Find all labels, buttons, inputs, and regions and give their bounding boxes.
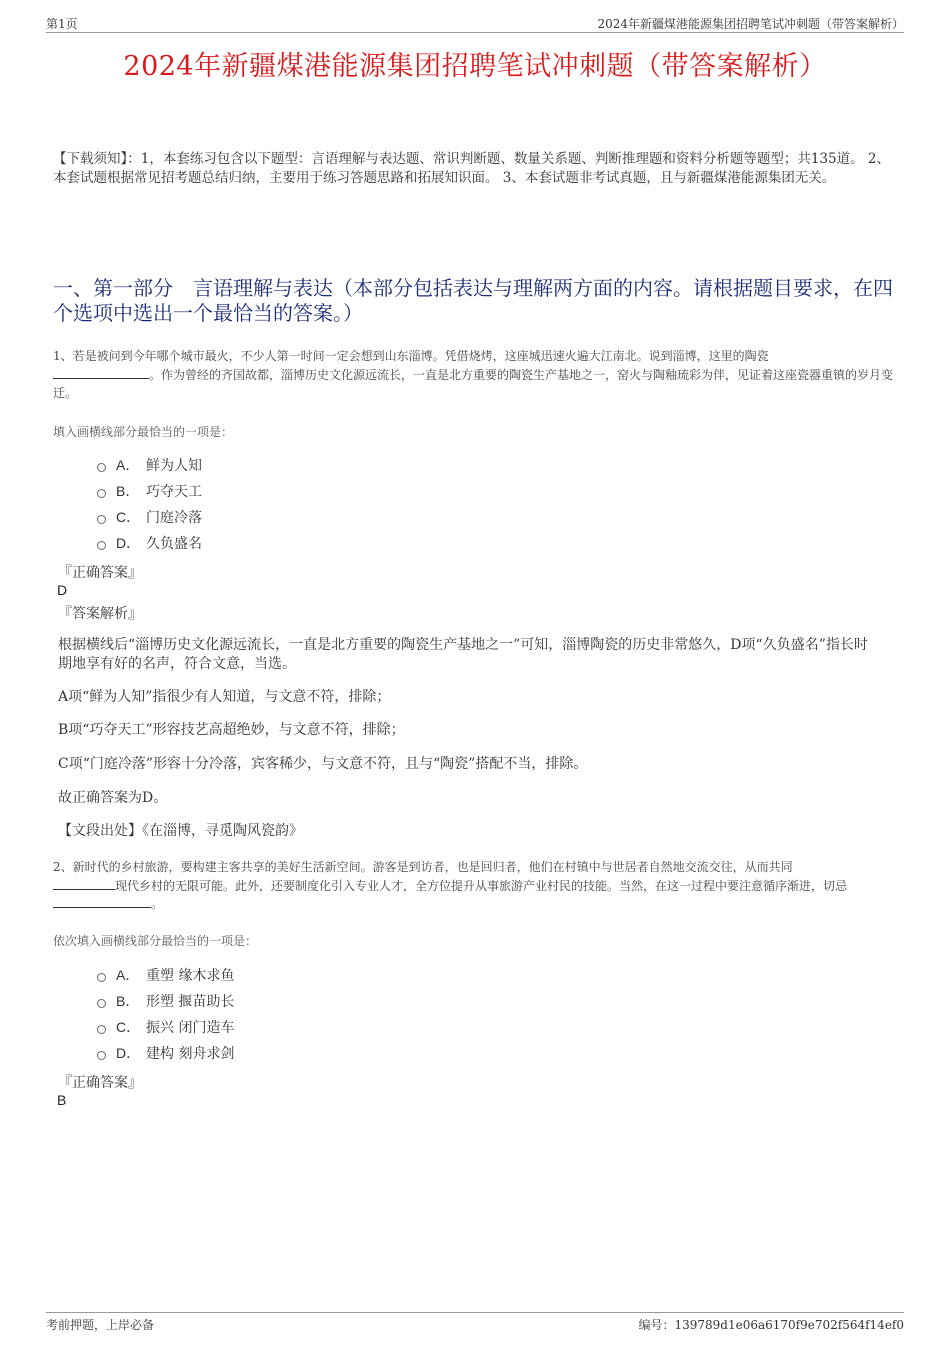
option-c[interactable]: C． 振兴 闭门造车 [97,1014,234,1040]
radio-icon[interactable] [97,515,106,524]
radio-icon[interactable] [97,1025,106,1034]
analysis-paragraph: B项“巧夺天工”形容技艺高超绝妙，与文意不符，排除； [58,722,405,738]
question-1-blank [53,366,149,379]
page-footer [46,1312,904,1333]
question-2-text-a: 2、新时代的乡村旅游，要构建主客共享的美好生活新空间。游客是到访者，也是回归者，他们在村镇中与世居者自然地交流交往，从而共同 [53,860,793,874]
option-b[interactable]: B． 形塑 揠苗助长 [97,988,234,1014]
footer-slogan: 考前押题，上岸必备 [46,1318,155,1332]
radio-icon[interactable] [97,489,106,498]
option-a[interactable]: A． 鲜为人知 [97,452,202,478]
question-2-options [97,962,234,1066]
question-1-answer: D [57,582,68,598]
page-number: 第1页 [46,17,78,31]
analysis-paragraph: 根据横线后“淄博历史文化源远流长，一直是北方重要的陶瓷生产基地之一”可知，淄博陶瓷的历史非常悠久，D项“久负盛名”指长时期地享有好的名声，符合文意，当选。 [58,637,868,672]
radio-icon[interactable] [97,999,106,1008]
option-d[interactable]: D． 久负盛名 [97,530,202,556]
page-header [46,14,904,33]
footer-doc-id: 编号：139789d1e06a6170f9e702f564f14ef0 [638,1318,904,1332]
page-title: 2024年新疆煤港能源集团招聘笔试冲刺题（带答案解析） [123,51,827,82]
question-1-options [97,452,202,556]
analysis-conclusion: 故正确答案为D。 [58,790,168,806]
question-2-blank-2 [53,895,151,908]
question-2-blank-1 [53,877,115,890]
question-2-text: 2、新时代的乡村旅游，要构建主客共享的美好生活新空间。游客是到访者，也是回归者，他们在村镇中与世居者自然地交流交往，从而共同 现代乡村的无限可能。此外，还要制度化引入专业人才，全方位提升从事旅游产业村民的技能。当然，在这一过程中要注意循序渐进，切忌 。 [53,860,848,911]
question-2-answer: B [57,1092,67,1108]
question-1-analysis-label: 『答案解析』 [58,606,142,622]
question-1-instruction: 填入画横线部分最恰当的一项是： [53,425,234,439]
download-notice: 【下载须知】：1，本套练习包含以下题型：言语理解与表达题、常识判断题、数量关系题、判断推理题和资料分析题等题型；共135道。 2、本套试题根据常见招考题总结归纳，主要用于练习答题思路和拓展知识面。 3、本套试题非考试真题，且与新疆煤港能源集团无关。 [53,151,890,186]
header-doc-title: 2024年新疆煤港能源集团招聘笔试冲刺题（带答案解析） [597,17,904,31]
analysis-source: 【文段出处】《在淄博，寻觅陶风瓷韵》 [58,823,303,839]
question-1-text-a: 1、若是被问到今年哪个城市最火，不少人第一时间一定会想到山东淄博。凭借烧烤，这座城迅速火遍大江南北。说到淄博，这里的陶瓷 [53,349,769,363]
option-c[interactable]: C． 门庭冷落 [97,504,202,530]
question-2-answer-label: 『正确答案』 [58,1075,142,1091]
analysis-paragraph: C项“门庭冷落”形容十分冷落，宾客稀少，与文意不符，且与“陶瓷”搭配不当，排除。 [58,756,588,772]
question-2-instruction: 依次填入画横线部分最恰当的一项是： [53,934,258,948]
radio-icon[interactable] [97,973,106,982]
option-b[interactable]: B． 巧夺天工 [97,478,202,504]
radio-icon[interactable] [97,541,106,550]
analysis-paragraph: A项“鲜为人知”指很少有人知道，与文意不符，排除； [58,689,391,705]
radio-icon[interactable] [97,463,106,472]
radio-icon[interactable] [97,1051,106,1060]
question-1-text [53,347,898,403]
section-title: 一、第一部分 言语理解与表达（本部分包括表达与理解两方面的内容。请根据题目要求，在四个选项中选出一个最恰当的答案。） [53,276,893,325]
question-1-answer-label: 『正确答案』 [58,565,142,581]
question-1-text-b: 。作为曾经的齐国故都，淄博历史文化源远流长，一直是北方重要的陶瓷生产基地之一，窑火与陶釉琉彩为伴，见证着这座瓷器重镇的岁月变迁。 [53,367,894,400]
option-a[interactable]: A． 重塑 缘木求鱼 [97,962,234,988]
option-d[interactable]: D． 建构 刻舟求剑 [97,1040,234,1066]
question-2-text-b: 现代乡村的无限可能。此外，还要制度化引入专业人才，全方位提升从事旅游产业村民的技能。当然，在这一过程中要注意循序渐进，切忌 [115,878,848,893]
